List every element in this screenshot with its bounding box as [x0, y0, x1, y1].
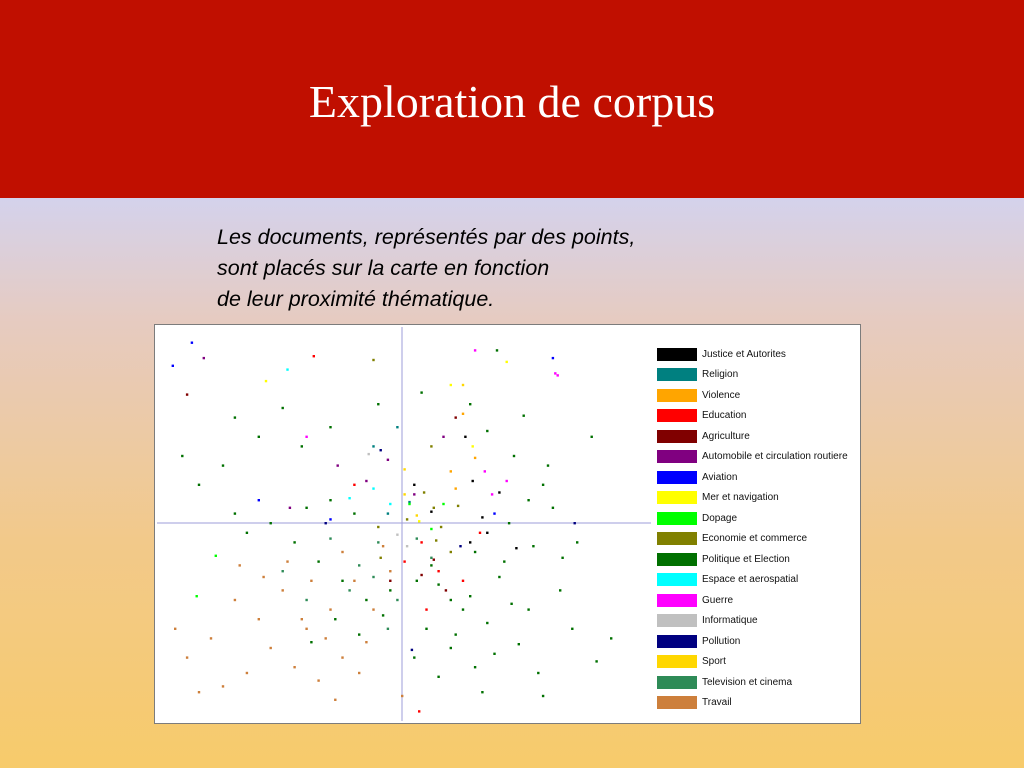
- data-point: [329, 426, 331, 428]
- data-point: [258, 618, 260, 620]
- data-point: [484, 470, 486, 472]
- legend-item: [657, 652, 857, 673]
- legend-swatch: [657, 696, 697, 709]
- data-point: [591, 436, 593, 438]
- data-point: [270, 522, 272, 524]
- data-point: [372, 445, 374, 447]
- legend-swatch: [657, 409, 697, 422]
- data-point: [286, 368, 288, 370]
- data-point: [389, 580, 391, 582]
- data-point: [403, 493, 405, 495]
- data-point: [413, 493, 415, 495]
- data-point: [239, 564, 241, 566]
- legend-swatch: [657, 491, 697, 504]
- data-point: [437, 676, 439, 678]
- data-point: [457, 505, 459, 507]
- data-point: [396, 426, 398, 428]
- data-point: [474, 551, 476, 553]
- data-point: [368, 453, 370, 455]
- data-point: [430, 564, 432, 566]
- legend-label: Justice et Autorites: [702, 348, 786, 360]
- legend-label: Politique et Election: [702, 553, 790, 565]
- data-point: [408, 503, 410, 505]
- data-point: [181, 455, 183, 457]
- legend-swatch: [657, 553, 697, 566]
- slide-title: Exploration de corpus: [308, 76, 716, 127]
- data-point: [510, 603, 512, 605]
- data-point: [358, 633, 360, 635]
- data-point: [496, 349, 498, 351]
- legend-swatch: [657, 450, 697, 463]
- legend-label: Mer et navigation: [702, 492, 779, 504]
- data-point: [437, 583, 439, 585]
- data-point: [462, 608, 464, 610]
- data-point: [486, 622, 488, 624]
- data-point: [377, 403, 379, 405]
- data-point: [310, 641, 312, 643]
- legend-item: [657, 631, 857, 652]
- data-point: [481, 516, 483, 518]
- data-point: [416, 580, 418, 582]
- data-point: [293, 666, 295, 668]
- data-point: [301, 618, 303, 620]
- data-point: [561, 557, 563, 559]
- data-point: [353, 484, 355, 486]
- legend-label: Sport: [702, 656, 726, 668]
- data-point: [571, 628, 573, 630]
- data-point: [234, 599, 236, 601]
- data-point: [413, 656, 415, 658]
- data-point: [472, 480, 474, 482]
- data-point: [372, 608, 374, 610]
- data-point: [437, 570, 439, 572]
- data-point: [353, 512, 355, 514]
- data-point: [341, 656, 343, 658]
- data-point: [258, 436, 260, 438]
- legend-item: [657, 611, 857, 632]
- data-point: [513, 455, 515, 457]
- data-point: [387, 459, 389, 461]
- legend-label: Agriculture: [702, 430, 750, 442]
- data-point: [198, 484, 200, 486]
- data-point: [305, 436, 307, 438]
- data-point: [305, 507, 307, 509]
- data-point: [595, 660, 597, 662]
- legend-item: [657, 549, 857, 570]
- data-point: [469, 541, 471, 543]
- data-point: [380, 449, 382, 451]
- data-point: [450, 599, 452, 601]
- data-point: [270, 647, 272, 649]
- legend-item: [657, 693, 857, 714]
- legend-swatch: [657, 635, 697, 648]
- legend-item: [657, 508, 857, 529]
- data-point: [262, 576, 264, 578]
- data-point: [387, 512, 389, 514]
- data-point: [498, 491, 500, 493]
- data-point: [403, 560, 405, 562]
- data-point: [462, 413, 464, 415]
- data-point: [542, 484, 544, 486]
- data-point: [196, 595, 198, 597]
- data-point: [423, 491, 425, 493]
- legend-label: Violence: [702, 389, 741, 401]
- data-point: [527, 499, 529, 501]
- legend-swatch: [657, 532, 697, 545]
- data-point: [372, 487, 374, 489]
- caption-line-3: de leur proximité thématique.: [217, 287, 495, 311]
- data-point: [506, 361, 508, 363]
- data-point: [210, 637, 212, 639]
- data-point: [474, 666, 476, 668]
- data-point: [518, 643, 520, 645]
- data-point: [420, 541, 422, 543]
- data-point: [498, 576, 500, 578]
- legend-swatch: [657, 594, 697, 607]
- data-point: [329, 537, 331, 539]
- data-point: [559, 589, 561, 591]
- data-point: [258, 499, 260, 501]
- data-point: [450, 384, 452, 386]
- data-point: [389, 570, 391, 572]
- data-point: [425, 628, 427, 630]
- data-point: [387, 628, 389, 630]
- scatter-chart: [154, 324, 861, 724]
- data-point: [310, 580, 312, 582]
- data-point: [554, 372, 556, 374]
- data-point: [222, 685, 224, 687]
- data-point: [186, 656, 188, 658]
- legend-item: [657, 426, 857, 447]
- data-point: [172, 365, 174, 367]
- legend-item: [657, 590, 857, 611]
- data-point: [372, 359, 374, 361]
- data-point: [380, 557, 382, 559]
- data-point: [389, 589, 391, 591]
- data-point: [334, 699, 336, 701]
- data-point: [186, 393, 188, 395]
- data-point: [493, 653, 495, 655]
- data-point: [459, 545, 461, 547]
- data-point: [479, 532, 481, 534]
- data-point: [365, 641, 367, 643]
- legend-item: [657, 488, 857, 509]
- legend-swatch: [657, 512, 697, 525]
- data-point: [215, 555, 217, 557]
- data-point: [334, 618, 336, 620]
- data-point: [418, 520, 420, 522]
- legend-label: Television et cinema: [702, 676, 793, 688]
- data-point: [289, 507, 291, 509]
- legend-item: [657, 570, 857, 591]
- data-point: [481, 691, 483, 693]
- data-point: [430, 528, 432, 530]
- legend-label: Automobile et circulation routiere: [702, 451, 848, 463]
- data-point: [610, 637, 612, 639]
- data-point: [286, 560, 288, 562]
- data-point: [435, 539, 437, 541]
- data-point: [462, 384, 464, 386]
- data-point: [486, 430, 488, 432]
- legend-swatch: [657, 348, 697, 361]
- data-point: [523, 415, 525, 417]
- data-point: [358, 564, 360, 566]
- data-point: [552, 507, 554, 509]
- data-point: [396, 599, 398, 601]
- legend-item: [657, 365, 857, 386]
- caption-line-1: Les documents, représentés par des points,: [217, 225, 636, 249]
- legend-label: Education: [702, 410, 747, 422]
- data-point: [348, 589, 350, 591]
- legend-swatch: [657, 368, 697, 381]
- legend-label: Informatique: [702, 615, 758, 627]
- data-point: [377, 526, 379, 528]
- data-point: [442, 436, 444, 438]
- data-point: [282, 570, 284, 572]
- data-point: [353, 580, 355, 582]
- data-point: [527, 608, 529, 610]
- data-point: [413, 484, 415, 486]
- data-point: [537, 672, 539, 674]
- data-point: [450, 470, 452, 472]
- data-point: [557, 374, 559, 376]
- legend-label: Travail: [702, 697, 732, 709]
- data-point: [301, 445, 303, 447]
- legend-item: [657, 529, 857, 550]
- data-point: [445, 589, 447, 591]
- legend-swatch: [657, 655, 697, 668]
- data-point: [420, 391, 422, 393]
- data-point: [576, 541, 578, 543]
- data-point: [234, 416, 236, 418]
- data-point: [396, 534, 398, 536]
- data-point: [203, 357, 205, 359]
- data-point: [305, 599, 307, 601]
- data-point: [420, 574, 422, 576]
- legend-label: Religion: [702, 369, 739, 381]
- data-point: [515, 547, 517, 549]
- legend-label: Guerre: [702, 594, 734, 606]
- legend-swatch: [657, 676, 697, 689]
- data-point: [493, 512, 495, 514]
- data-point: [389, 503, 391, 505]
- data-point: [469, 595, 471, 597]
- legend-swatch: [657, 573, 697, 586]
- data-point: [425, 608, 427, 610]
- data-point: [433, 559, 435, 561]
- data-point: [430, 557, 432, 559]
- data-point: [191, 342, 193, 344]
- legend-label: Economie et commerce: [702, 533, 808, 545]
- data-point: [406, 545, 408, 547]
- data-point: [486, 532, 488, 534]
- legend-label: Pollution: [702, 635, 741, 647]
- data-point: [365, 599, 367, 601]
- data-point: [542, 695, 544, 697]
- chart-legend: [657, 344, 857, 713]
- data-point: [532, 545, 534, 547]
- data-point: [547, 464, 549, 466]
- legend-item: [657, 406, 857, 427]
- data-point: [317, 560, 319, 562]
- data-point: [455, 416, 457, 418]
- data-point: [506, 480, 508, 482]
- data-point: [348, 497, 350, 499]
- data-point: [246, 532, 248, 534]
- data-point: [358, 672, 360, 674]
- data-point: [462, 580, 464, 582]
- data-point: [440, 526, 442, 528]
- data-point: [472, 445, 474, 447]
- data-point: [377, 541, 379, 543]
- data-point: [411, 649, 413, 651]
- data-point: [450, 551, 452, 553]
- data-point: [474, 349, 476, 351]
- data-point: [416, 537, 418, 539]
- data-point: [329, 518, 331, 520]
- data-point: [365, 480, 367, 482]
- legend-label: Aviation: [702, 471, 738, 483]
- data-point: [450, 647, 452, 649]
- legend-item: [657, 344, 857, 365]
- legend-item: [657, 447, 857, 468]
- legend-item: [657, 672, 857, 693]
- data-point: [293, 541, 295, 543]
- slide-caption: [217, 222, 635, 315]
- data-point: [455, 633, 457, 635]
- data-point: [329, 499, 331, 501]
- legend-item: [657, 467, 857, 488]
- data-point: [305, 628, 307, 630]
- data-point: [403, 468, 405, 470]
- data-point: [430, 511, 432, 513]
- legend-swatch: [657, 471, 697, 484]
- data-point: [418, 710, 420, 712]
- data-point: [552, 357, 554, 359]
- legend-swatch: [657, 614, 697, 627]
- legend-swatch: [657, 389, 697, 402]
- data-point: [491, 493, 493, 495]
- data-point: [503, 560, 505, 562]
- legend-swatch: [657, 430, 697, 443]
- data-point: [222, 464, 224, 466]
- data-point: [265, 380, 267, 382]
- data-point: [442, 503, 444, 505]
- legend-label: Espace et aerospatial: [702, 574, 799, 586]
- data-point: [464, 436, 466, 438]
- data-point: [234, 512, 236, 514]
- data-point: [246, 672, 248, 674]
- data-point: [198, 691, 200, 693]
- data-point: [325, 522, 327, 524]
- data-point: [430, 445, 432, 447]
- data-point: [474, 457, 476, 459]
- data-point: [341, 551, 343, 553]
- data-point: [574, 522, 576, 524]
- data-point: [455, 487, 457, 489]
- data-point: [282, 589, 284, 591]
- data-point: [508, 522, 510, 524]
- legend-item: [657, 385, 857, 406]
- data-point: [329, 608, 331, 610]
- data-point: [469, 403, 471, 405]
- data-point: [282, 407, 284, 409]
- data-point: [317, 679, 319, 681]
- legend-label: Dopage: [702, 512, 738, 524]
- data-point: [382, 545, 384, 547]
- data-point: [382, 614, 384, 616]
- data-point: [433, 507, 435, 509]
- data-point: [401, 695, 403, 697]
- data-point: [337, 464, 339, 466]
- data-point: [313, 355, 315, 357]
- data-point: [372, 576, 374, 578]
- data-point: [325, 637, 327, 639]
- caption-line-2: sont placés sur la carte en fonction: [217, 256, 550, 280]
- data-point: [174, 628, 176, 630]
- data-point: [341, 580, 343, 582]
- data-point: [406, 518, 408, 520]
- data-point: [416, 514, 418, 516]
